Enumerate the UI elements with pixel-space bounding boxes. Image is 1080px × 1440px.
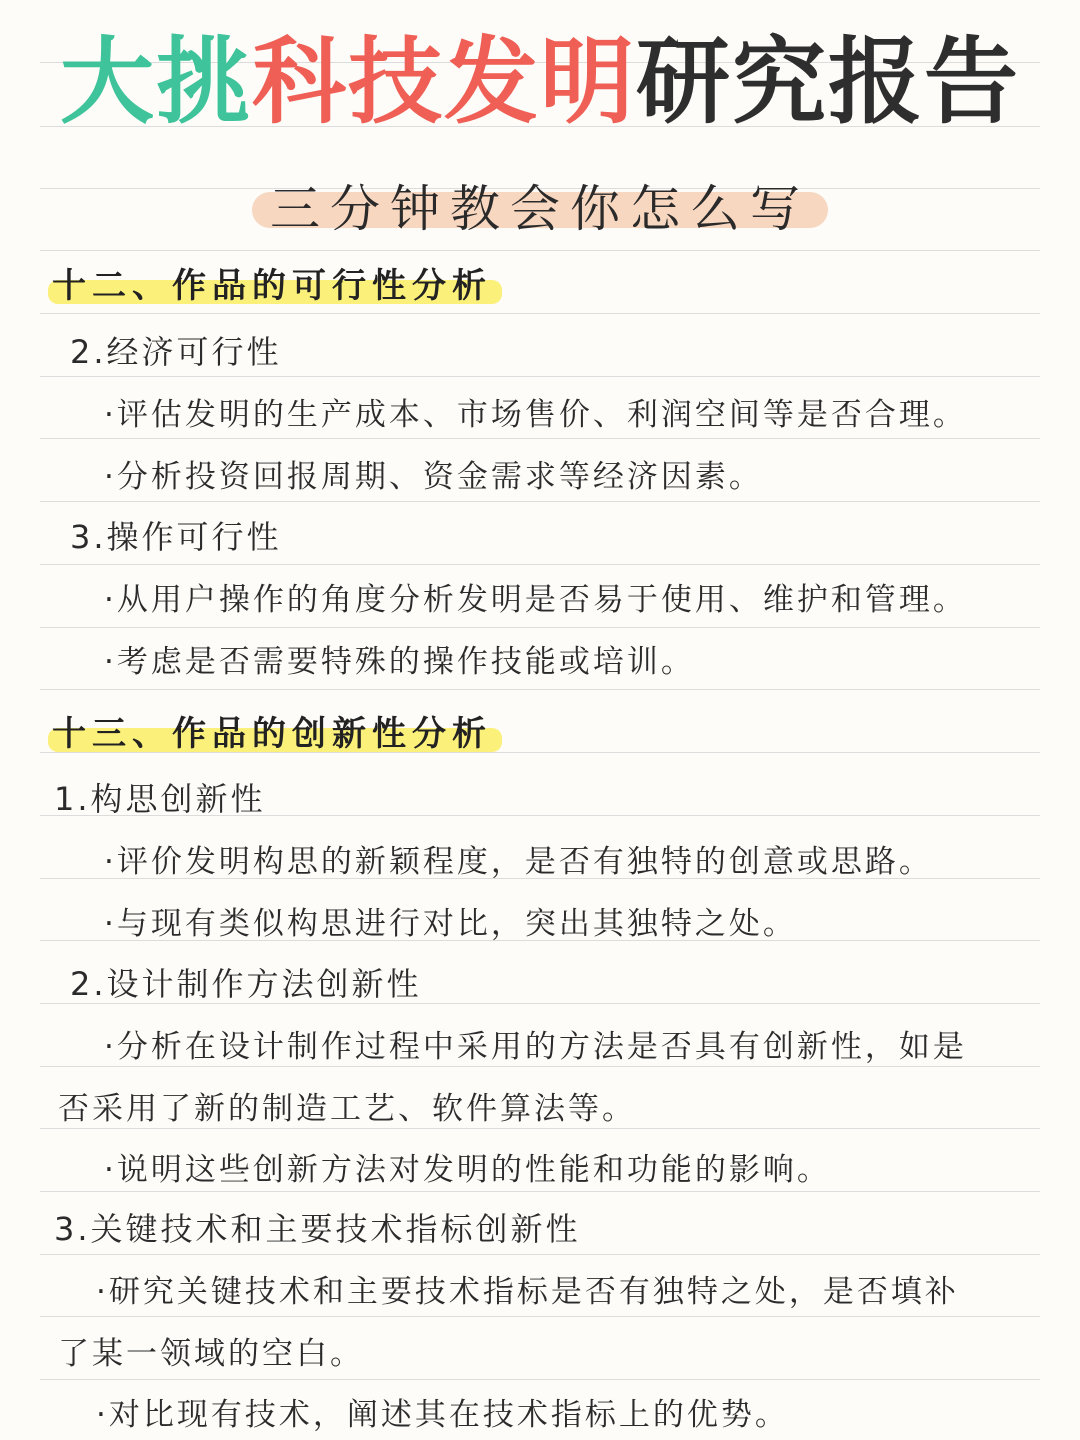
page-title [0, 28, 1080, 138]
section-13-item-3-point-1-cont: 了某一领域的空白。 [58, 1336, 364, 1372]
title-part-2: 科技发明 [251, 28, 636, 137]
section-12-item-2-point-1: ·从用户操作的角度分析发明是否易于使用、维护和管理。 [104, 582, 967, 618]
subtitle-text: 三分钟教会你怎么写 [270, 180, 810, 238]
section-13-item-2-point-1-cont: 否采用了新的制造工艺、软件算法等。 [58, 1091, 636, 1127]
section-13-item-3-point-1: ·研究关键技术和主要技术指标是否有独特之处，是否填补 [96, 1274, 959, 1310]
section-13-item-2-point-2: ·说明这些创新方法对发明的性能和功能的影响。 [104, 1152, 831, 1188]
section-12-item-2-point-2: ·考虑是否需要特殊的操作技能或培训。 [104, 644, 695, 680]
section-12-item-2-label: 3.操作可行性 [70, 518, 282, 556]
section-13-item-3-point-2: ·对比现有技术，阐述其在技术指标上的优势。 [96, 1397, 789, 1433]
section-13-item-1-point-1: ·评价发明构思的新颖程度，是否有独特的创意或思路。 [104, 844, 933, 880]
section-13-item-1-point-2: ·与现有类似构思进行对比，突出其独特之处。 [104, 906, 797, 942]
title-part-3: 研究报告 [636, 28, 1021, 137]
section-12-item-1-point-1: ·评估发明的生产成本、市场售价、利润空间等是否合理。 [104, 397, 967, 433]
section-13-item-3-label: 3.关键技术和主要技术指标创新性 [54, 1210, 581, 1248]
section-13-heading: 十三、作品的创新性分析 [52, 710, 492, 758]
section-13-item-2-point-1: ·分析在设计制作过程中采用的方法是否具有创新性，如是 [104, 1029, 967, 1065]
section-12-heading: 十二、作品的可行性分析 [52, 262, 492, 310]
section-12-item-1-point-2: ·分析投资回报周期、资金需求等经济因素。 [104, 459, 763, 495]
section-13-item-2-label: 2.设计制作方法创新性 [70, 965, 422, 1003]
section-13-item-1-label: 1.构思创新性 [54, 780, 266, 818]
subtitle [252, 178, 828, 240]
section-12-item-1-label: 2.经济可行性 [70, 333, 282, 371]
title-part-1: 大挑 [59, 28, 252, 137]
